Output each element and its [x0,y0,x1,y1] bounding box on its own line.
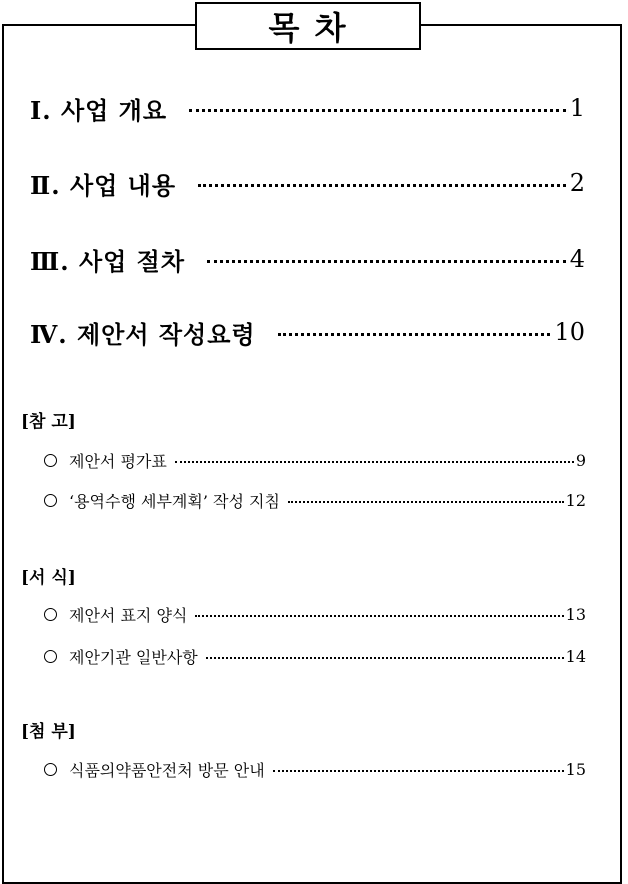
toc-sub-page: 14 [565,646,586,666]
circle-bullet-icon [44,650,57,663]
toc-sub-page: 12 [565,490,586,510]
toc-entry-label: Ⅳ. 제안서 작성요령 [30,319,256,349]
toc-sub-entry[interactable] [44,601,586,627]
toc-sub-label: 식품의약품안전처 방문 안내 [69,760,265,780]
toc-sub-label: 제안기관 일반사항 [69,647,198,667]
toc-sub-entry[interactable] [44,487,586,513]
toc-sub-page: 9 [575,450,586,470]
toc-sub-entry[interactable] [44,643,586,669]
circle-bullet-icon [44,763,57,776]
toc-sub-entry[interactable] [44,756,586,782]
dot-leader [175,461,574,463]
toc-entry-4[interactable] [30,312,585,352]
dot-leader [207,260,566,263]
dot-leader [195,615,563,617]
toc-entry-3[interactable] [30,239,585,279]
dot-leader [198,184,566,187]
section-heading-forms: [서 식] [21,568,76,588]
toc-sub-entry[interactable] [44,447,586,473]
toc-entry-page: 2 [569,169,585,197]
toc-entry-1[interactable] [30,88,585,128]
toc-title: 목 차 [268,9,348,47]
toc-entry-2[interactable] [30,163,585,203]
toc-entry-page: 10 [554,318,585,346]
dot-leader [206,657,564,659]
toc-entry-label: Ⅰ. 사업 개요 [30,95,168,125]
toc-sub-page: 13 [565,604,586,624]
section-heading-reference: [참 고] [21,412,76,432]
toc-sub-page: 15 [565,759,586,779]
dot-leader [189,109,566,112]
toc-entry-page: 1 [569,94,585,122]
circle-bullet-icon [44,454,57,467]
toc-entry-label: Ⅲ. 사업 절차 [30,246,186,276]
circle-bullet-icon [44,608,57,621]
dot-leader [278,333,551,336]
dot-leader [288,501,564,503]
dot-leader [273,770,564,772]
toc-sub-label: 제안서 평가표 [69,451,167,471]
section-heading-attachment: [첨 부] [21,722,76,742]
toc-sub-label: ‘용역수행 세부계획’ 작성 지침 [69,491,280,511]
toc-title-box [195,2,421,50]
circle-bullet-icon [44,494,57,507]
toc-sub-label: 제안서 표지 양식 [69,605,188,625]
toc-entry-label: Ⅱ. 사업 내용 [30,170,177,200]
toc-entry-page: 4 [569,245,585,273]
